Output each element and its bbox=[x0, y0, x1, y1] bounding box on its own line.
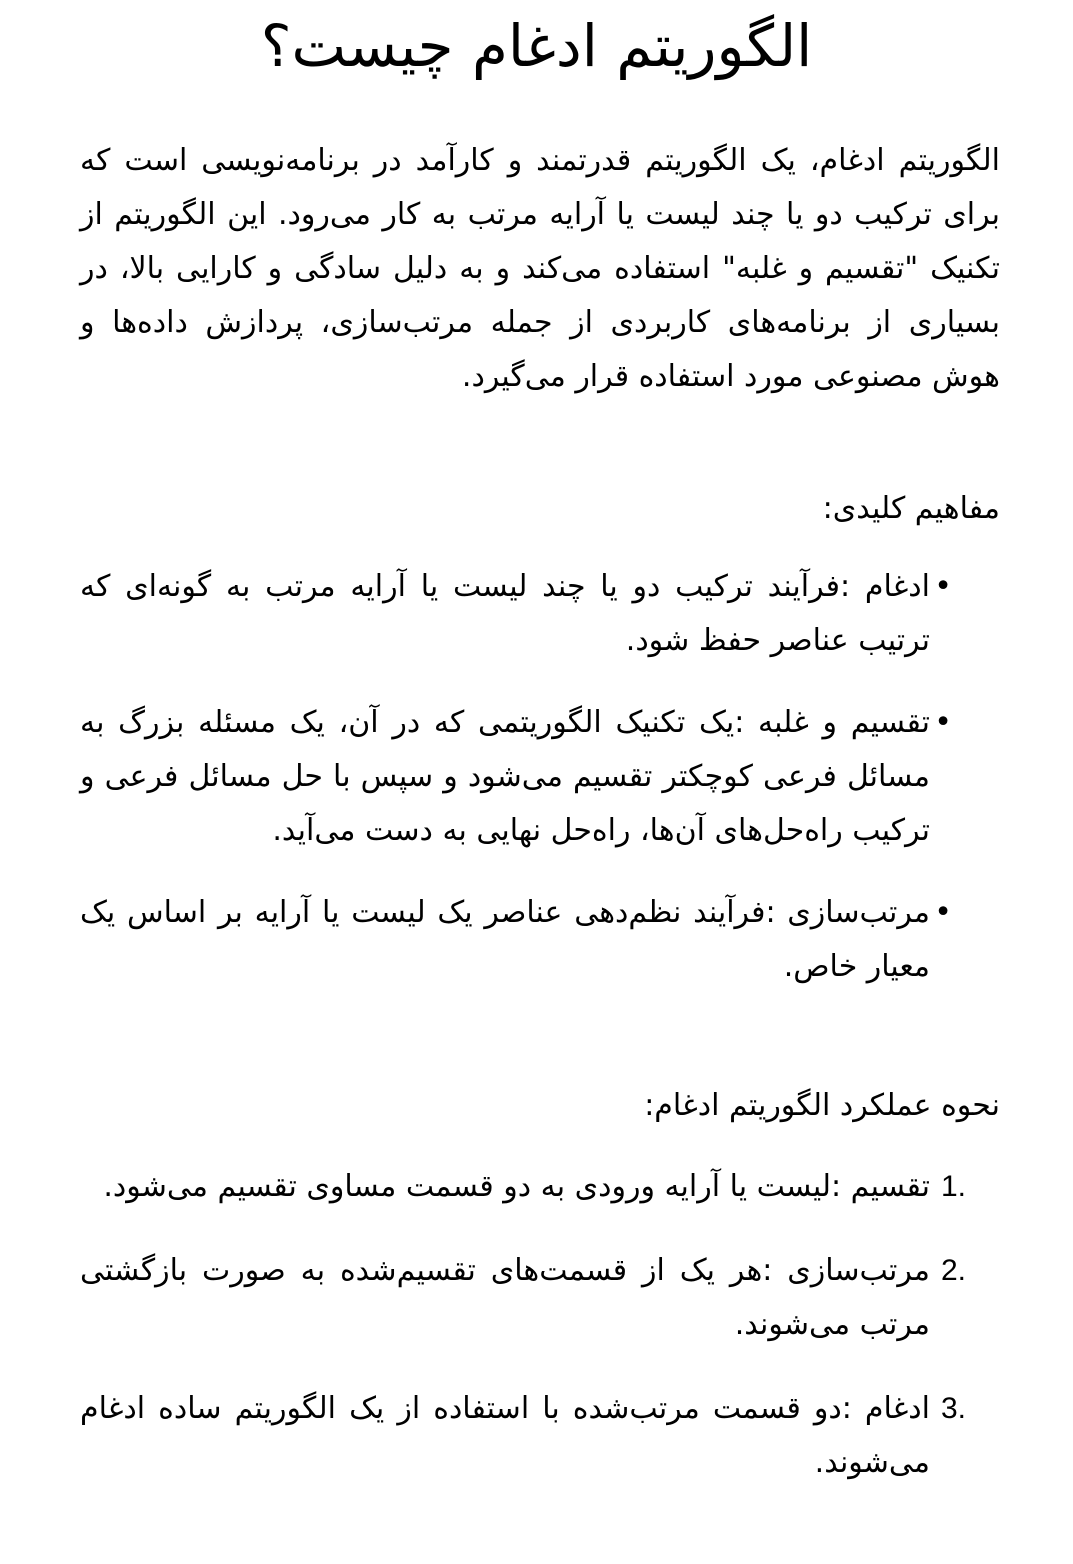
step-number: 2. bbox=[940, 1254, 966, 1287]
step-item bbox=[80, 1160, 1000, 1214]
intro-paragraph: الگوریتم ادغام، یک الگوریتم قدرتمند و کارآمد در برنامه‌نویسی است که برای ترکیب دو یا چند لیست یا آرایه مرتب به کار می‌رود. این الگوریتم از تکنیک "تقسیم و غلبه" استفاده می‌کند و به دلیل سادگی و کارایی بالا، در بسیاری از برنامه‌های کاربردی از جمله مرتب‌سازی، پردازش داده‌ها و هوش مصنوعی مورد استفاده قرار می‌گیرد. bbox=[80, 143, 1000, 394]
step-item bbox=[80, 1244, 1000, 1352]
page-title: الگوریتم ادغام چیست؟ bbox=[260, 12, 813, 80]
concept-text: مرتب‌سازی :فرآیند نظم‌دهی عناصر یک لیست یا آرایه بر اساس یک معیار خاص. bbox=[80, 895, 930, 984]
concepts-list bbox=[80, 560, 1000, 1022]
step-text: مرتب‌سازی :هر یک از قسمت‌های تقسیم‌شده به صورت بازگشتی مرتب می‌شوند. bbox=[80, 1253, 930, 1342]
step-text: ادغام :دو قسمت مرتب‌شده با استفاده از یک الگوریتم ساده ادغام می‌شوند. bbox=[80, 1391, 930, 1480]
step-item bbox=[80, 1382, 1000, 1490]
concepts-heading: مفاهیم کلیدی: bbox=[822, 491, 1000, 526]
steps-heading: نحوه عملکرد الگوریتم ادغام: bbox=[644, 1088, 1000, 1123]
bullet-icon: • bbox=[934, 705, 952, 740]
concept-item bbox=[80, 560, 1000, 668]
step-number: 1. bbox=[940, 1170, 966, 1203]
concept-text: ادغام :فرآیند ترکیب دو یا چند لیست یا آرایه مرتب به گونه‌ای که ترتیب عناصر حفظ شود. bbox=[80, 569, 930, 658]
concept-item bbox=[80, 696, 1000, 858]
steps-list bbox=[80, 1160, 1000, 1520]
concept-item bbox=[80, 886, 1000, 994]
bullet-icon: • bbox=[934, 569, 952, 604]
concept-text: تقسیم و غلبه :یک تکنیک الگوریتمی که در آن، یک مسئله بزرگ به مسائل فرعی کوچکتر تقسیم می‌شود و سپس با حل مسائل فرعی و ترکیب راه‌حل‌های آن‌ها، راه‌حل نهایی به دست می‌آید. bbox=[80, 705, 930, 848]
step-text: تقسیم :لیست یا آرایه ورودی به دو قسمت مساوی تقسیم می‌شود. bbox=[103, 1169, 930, 1204]
bullet-icon: • bbox=[934, 895, 952, 930]
step-number: 3. bbox=[940, 1392, 966, 1425]
